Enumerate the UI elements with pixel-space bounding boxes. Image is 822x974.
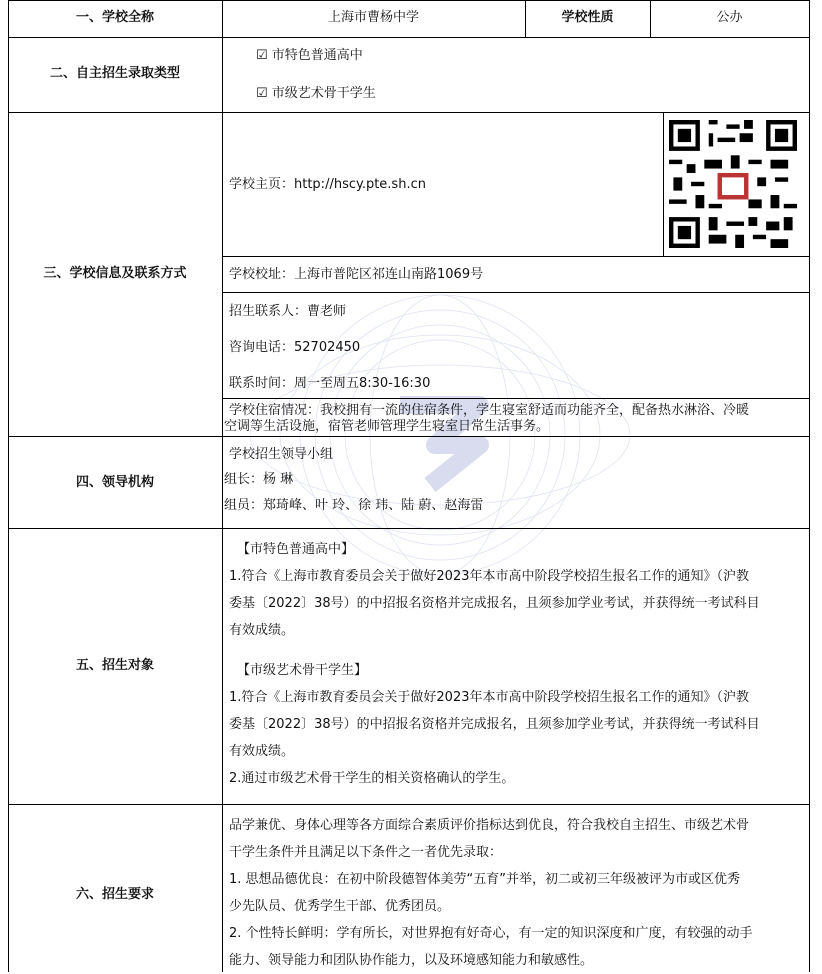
dorm-info-line-2: 空调等生活设施，宿管老师管理学生寝室日常生活事务。 [224,419,550,434]
requirements-line-1: 品学兼优、身体心理等各方面综合素质评价指标达到优良，符合我校自主招生、市级艺术骨 [229,818,750,833]
border-row4-bottom [8,528,810,529]
requirements-line-5: 2. 个性特长鲜明：学有所长，对世界抱有好奇心，有一定的知识深度和广度，有较强的动手 [229,926,753,941]
border-row3-bottom [8,436,810,437]
requirements-line-4: 少先队员、优秀学生干部、优秀团员。 [229,899,451,914]
checkbox-checked-icon: ☑ [256,48,268,63]
requirements-line-6: 能力、领导能力和团队协作能力，以及环境感知能力和敏感性。 [229,953,594,968]
border-top [8,0,810,1]
row-label-admission-requirements: 六、招生要求 [75,887,154,902]
school-address: 学校校址：上海市普陀区祁连山南路1069号 [229,267,484,282]
qr-code-image [669,120,797,248]
target-section-2-line-1: 1.符合《上海市教育委员会关于做好2023年本市高中阶段学校招生报名工作的通知》（沪教 [229,690,749,705]
school-nature-value: 公办 [716,10,743,25]
school-name-value: 上海市曹杨中学 [327,10,419,25]
row-label-admission-target: 五、招生对象 [75,658,154,673]
border-right [809,0,810,972]
target-section-2-line-2: 委基〔2022〕38号）的中招报名资格并完成报名，且须参加学业考试，并获得统一考试科目 [229,717,760,732]
school-nature-label: 学校性质 [561,10,614,25]
school-homepage: 学校主页：http://hscy.pte.sh.cn [229,177,426,192]
contact-hours: 联系时间：周一至周五8:30-16:30 [229,376,431,391]
leadership-group-title: 学校招生领导小组 [229,447,334,462]
admission-option-2 [256,85,376,103]
admission-option-1 [256,47,363,65]
admission-option-label: 市级艺术骨干学生 [271,86,376,101]
border-row1-bottom [8,37,810,38]
target-section-1-title: 【市特色普通高中】 [237,542,355,557]
row-label-admission-type: 二、自主招生录取类型 [49,66,180,81]
target-section-2-line-4: 2.通过市级艺术骨干学生的相关资格确认的学生。 [229,771,515,786]
border-label-col [222,0,223,972]
target-section-1-line-3: 有效成绩。 [229,623,295,638]
border-row2-bottom [8,112,810,113]
row-label-school-name: 一、学校全称 [75,10,154,25]
border-homepage-bottom [222,256,810,257]
border-qr-left [663,112,664,256]
target-section-2-line-3: 有效成绩。 [229,744,295,759]
requirements-line-2: 干学生条件并且满足以下条件之一者优先录取： [229,845,503,860]
leadership-members: 组员：郑琦峰、叶 玲、徐 玮、陆 蔚、赵海雷 [224,498,484,513]
target-section-1-line-2: 委基〔2022〕38号）的中招报名资格并完成报名，且须参加学业考试，并获得统一考试科目 [229,596,760,611]
border-row5-bottom [8,804,810,805]
consult-phone: 咨询电话：52702450 [229,340,361,355]
requirements-line-3: 1. 思想品德优良：在初中阶段德智体美劳“五育”并举，初二或初三年级被评为市或区优秀 [229,872,741,887]
border-address-bottom [222,292,810,293]
admission-contact: 招生联系人：曹老师 [229,304,347,319]
target-section-1-line-1: 1.符合《上海市教育委员会关于做好2023年本市高中阶段学校招生报名工作的通知》（沪教 [229,569,749,584]
checkbox-checked-icon: ☑ [256,86,268,101]
leadership-leader: 组长：杨 琳 [224,472,294,487]
row-label-leadership: 四、领导机构 [75,475,154,490]
border-hours-bottom [222,398,810,399]
row-label-school-info: 三、学校信息及联系方式 [43,266,187,281]
admission-option-label: 市特色普通高中 [271,48,363,63]
target-section-2-title: 【市级艺术骨干学生】 [237,663,368,678]
dorm-info-line-1: 学校住宿情况：我校拥有一流的住宿条件，学生寝室舒适而功能齐全，配备热水淋浴、冷暖 [229,403,750,418]
